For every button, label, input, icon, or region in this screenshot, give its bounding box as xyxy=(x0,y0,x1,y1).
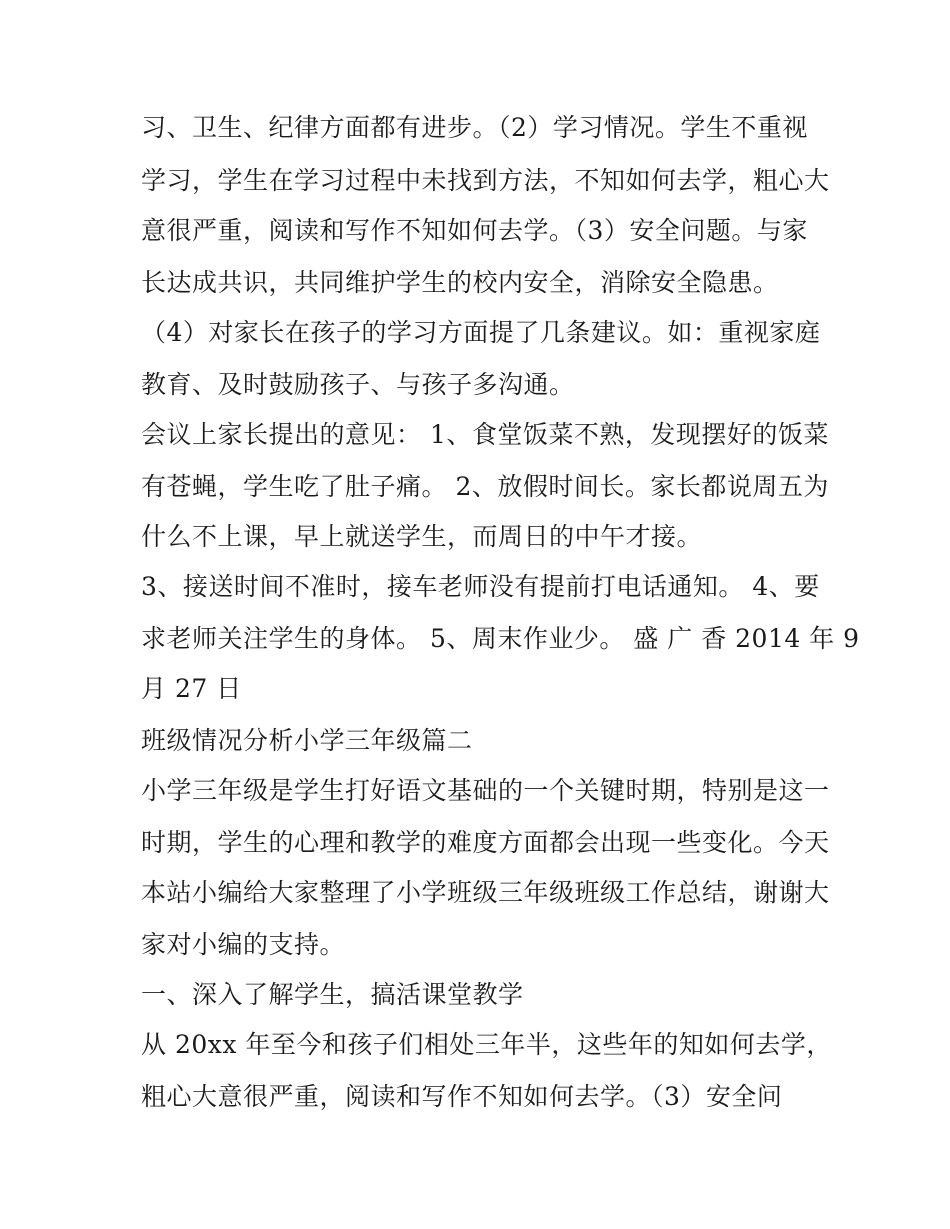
text-line: 粗心大意很严重，阅读和写作不知如何去学。（3）安全问 xyxy=(141,1082,783,1111)
section-heading: 一、深入了解学生，搞活课堂教学 xyxy=(141,980,524,1009)
text-line: 本站小编给大家整理了小学班级三年级班级工作总结，谢谢大 xyxy=(141,878,830,907)
text-line: 会议上家长提出的意见： 1、食堂饭菜不熟，发现摆好的饭菜 xyxy=(141,420,829,449)
text-line: 时期，学生的心理和教学的难度方面都会出现一些变化。今天 xyxy=(141,828,830,857)
text-line: 家对小编的支持。 xyxy=(141,930,346,959)
text-line: 什么不上课，早上就送学生，而周日的中午才接。 xyxy=(141,522,703,551)
text-line: 意很严重，阅读和写作不知如何去学。（3）安全问题。与家 xyxy=(141,216,808,245)
text-line: 教育、及时鼓励孩子、与孩子多沟通。 xyxy=(141,370,575,399)
text-line: 3、接送时间不准时，接车老师没有提前打电话通知。 4、要 xyxy=(141,572,820,601)
text-line: 有苍蝇，学生吃了肚子痛。 2、放假时间长。家长都说周五为 xyxy=(141,472,829,501)
section-heading: 班级情况分析小学三年级篇二 xyxy=(141,726,473,755)
text-line: 长达成共识，共同维护学生的校内安全，消除安全隐患。 xyxy=(141,268,779,297)
text-line: 求老师关注学生的身体。 5、周末作业少。 盛 广 香 2014 年 9 xyxy=(141,624,860,653)
text-line: 从 20xx 年至今和孩子们相处三年半，这些年的知如何去学， xyxy=(141,1030,832,1059)
text-line: （4）对家长在孩子的学习方面提了几条建议。如：重视家庭 xyxy=(141,318,821,347)
text-line: 小学三年级是学生打好语文基础的一个关键时期，特别是这一 xyxy=(141,776,830,805)
text-line: 月 27 日 xyxy=(141,674,242,703)
text-line: 习、卫生、纪律方面都有进步。（2）学习情况。学生不重视 xyxy=(141,113,808,142)
text-line: 学习，学生在学习过程中未找到方法，不知如何去学，粗心大 xyxy=(141,166,830,195)
